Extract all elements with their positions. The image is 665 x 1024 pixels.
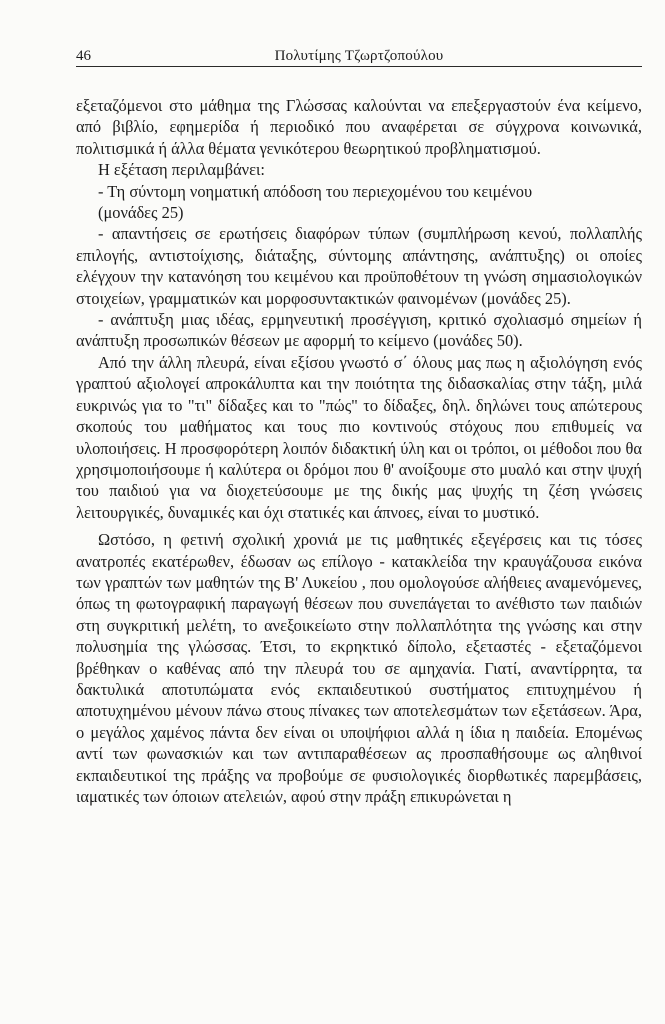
page-number: 46 [76,48,91,64]
paragraph-exam-intro: Η εξέταση περιλαμβάνει: [98,160,265,180]
page-header [76,42,642,67]
list-item-essay: - ανάπτυξη μιας ιδέας, ερμηνευτική προσέγγιση, κριτικό σχολιασμό σημείων ή ανάπτυξη προσωπικών θέσεων με αφορμή το κείμενο (μονάδες 50). [76,310,642,351]
list-item-summary: - Τη σύντομη νοηματική απόδοση του περιεχομένου του κειμένου [98,181,533,201]
paragraph-assessment: Από την άλλη πλευρά, είναι εξίσου γνωστό σ΄ όλους μας πως η αξιολόγηση ενός γραπτού αξιολογεί απροκάλυπτα και την ποιότητα της διδασκαλίας στην τάξη, μιλά ευκρινώς για το "τι" δίδαξες και το "πώς" το δίδαξες, δηλ. δηλώνει τους απώτερους σκοπούς του μαθήματος και τους πιο κοντινούς στόχους που επιθυμείς να υλοποιήσεις. Η προσφορότερη λοιπόν διδακτική ύλη και οι τρόποι, οι μέθοδοι που θα χρησιμοποιήσουμε ή καλύτερα οι δρόμοι που θ' ανοίξουμε στο μυαλό και στην ψυχή του παιδιού για να διοχετεύσουμε με της δικής μας ψυχής τη ζέση γνώσεις λειτουργικές, δυναμικές και όχι στατικές και άπνοες, είναι το μυστικό. [76,352,642,522]
paragraph-school-year: Ωστόσο, η φετινή σχολική χρονιά με τις μαθητικές εξεγέρσεις και τις τόσες ανατροπές εκατέρωθεν, έδωσαν ως επίλογο - κατακλείδα την κραυγάζουσα εικόνα των γραπτών των μαθητών της Β' Λυκείου , που ομολογούσε αλήθειες αναμενόμενες, όπως τη φωτογραφική παραγωγή θέσεων που συνεπάγεται το ανέθιστο των παιδιών στη συγκριτική μελέτη, το ανεξοικείωτο στην πολλαπλότητα της γνώσης και στην πολυσημία της γλώσσας. Έτσι, το εκρηκτικό δίπολο, εξεταστές - εξεταζόμενοι βρέθηκαν ο καθένας από την πλευρά του σε αμηχανία. Γιατί, αναντίρρητα, τα δακτυλικά αποτυπώματα ενός εκπαιδευτικού συστήματος επιτυχημένου ή αποτυχημένου μένουν πάνω στους πίνακες των αποτελεσμάτων των εξετάσεων. Άρα, ο μεγάλος χαμένος πάντα δεν είναι οι υποψήφιοι αλλά η ίδια η παιδεία. Επομένως αντί των φωνασκιών και των αντιπαραθέσεων ας προσπαθήσουμε ως αληθινοί εκπαιδευτικοί της πράξης να προβούμε σε φυσιολογικές διορθωτικές παρεμβάσεις, ιαματικές των όποιων ατελειών, αφού στην πράξη επικυρώνεται η [76,530,642,806]
list-item-questions: - απαντήσεις σε ερωτήσεις διαφόρων τύπων (συμπλήρωση κενού, πολλαπλής επιλογής, αντιστοίχισης, διάταξης, σύντομης απάντησης, ανάπτυξης) οι οποίες ελέγχουν την κατανόηση του κειμένου και προϋποθέτουν τη γνώση σημασιολογικών στοιχείων, γραμματικών και μορφοσυντακτικών φαινομένων (μονάδες 25). [76,224,642,308]
running-head: Πολυτίμης Τζωρτζοπούλου [274,48,444,64]
body-text [76,95,642,807]
paragraph-continuation: εξεταζόμενοι στο μάθημα της Γλώσσας καλούνται να επεξεργαστούν ένα κείμενο, από βιβλίο, εφημερίδα ή περιοδικό που αναφέρεται σε σύγχρονα κοινωνικά, πολιτισμικά ή άλλα θέματα γενικότερου θεωρητικού προβληματισμού. [76,96,642,158]
list-item-summary-points: (μονάδες 25) [98,203,184,223]
